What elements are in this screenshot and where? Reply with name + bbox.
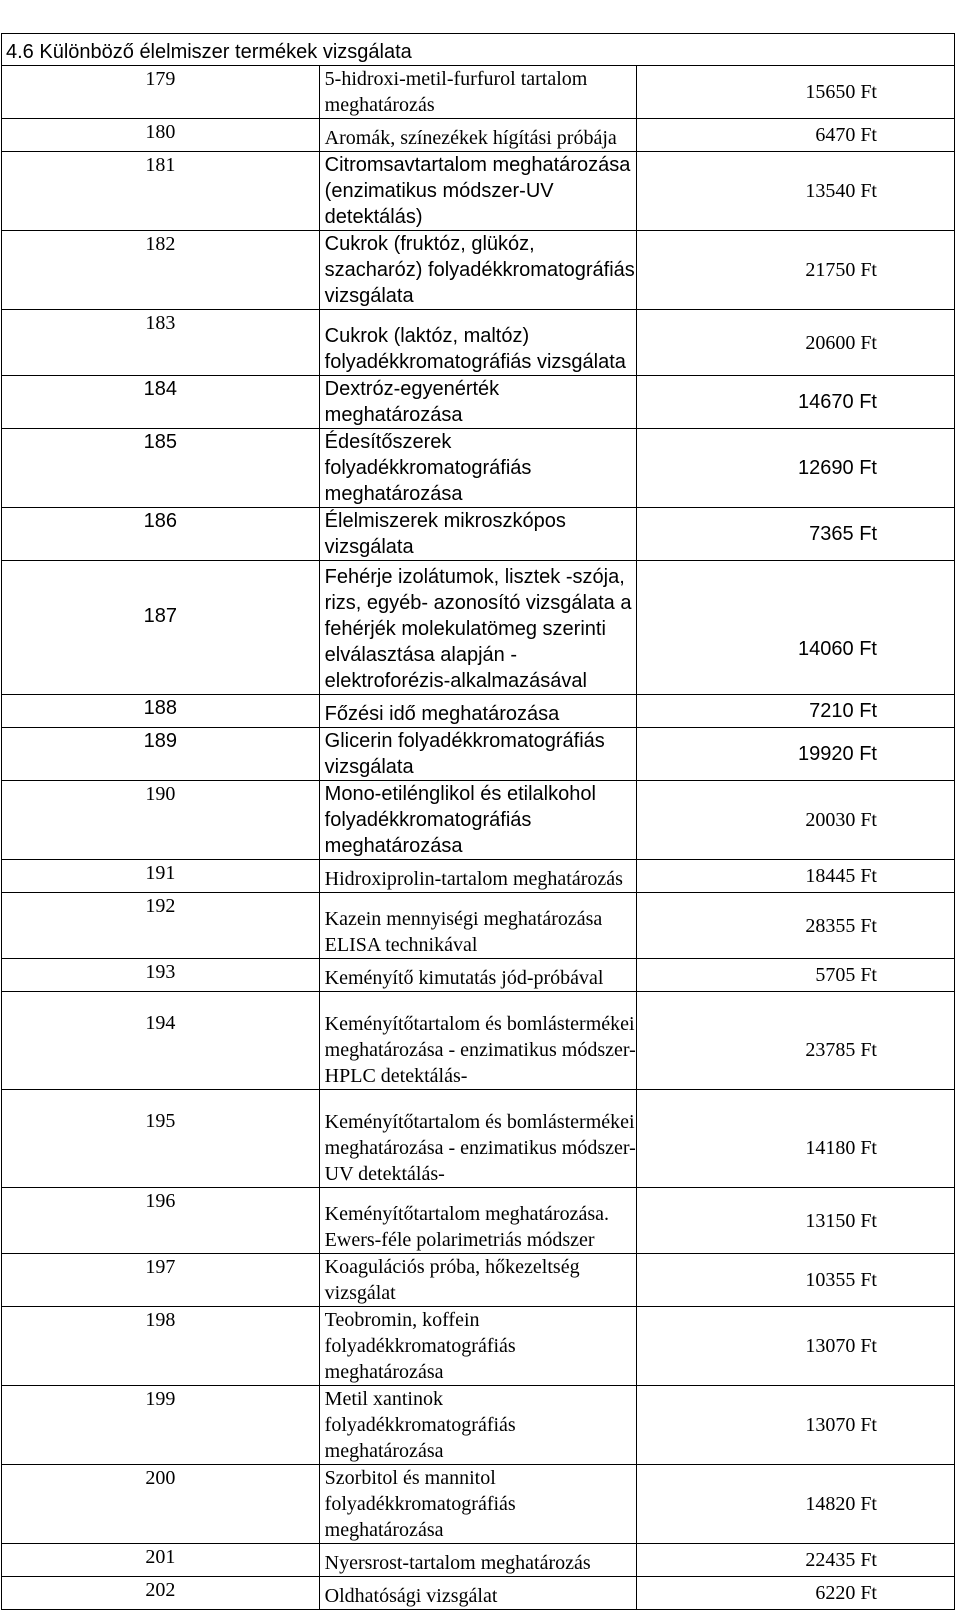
row-price: 14670 Ft (637, 376, 955, 429)
row-price: 13540 Ft (637, 152, 955, 231)
row-description: Édesítőszerek folyadékkromatográfiás meghatározása (319, 429, 637, 508)
row-price: 6220 Ft (637, 1577, 955, 1610)
row-description: Cukrok (fruktóz, glükóz, szacharóz) folyadékkromatográfiás vizsgálata (319, 231, 637, 310)
row-description: Főzési idő meghatározása (319, 695, 637, 728)
row-description: Glicerin folyadékkromatográfiás vizsgálata (319, 728, 637, 781)
row-number: 180 (2, 119, 320, 152)
row-number: 199 (2, 1386, 320, 1465)
row-price: 6470 Ft (637, 119, 955, 152)
row-price: 28355 Ft (637, 893, 955, 959)
row-description: Citromsavtartalom meghatározása (enzimatikus módszer-UV detektálás) (319, 152, 637, 231)
table-row (2, 959, 955, 992)
row-description: Keményítő kimutatás jód-próbával (319, 959, 637, 992)
row-description: Metil xantinok folyadékkromatográfiás meghatározása (319, 1386, 637, 1465)
row-description: Mono-etilénglikol és etilalkohol folyadékkromatográfiás meghatározása (319, 781, 637, 860)
row-description: Keményítőtartalom és bomlástermékei meghatározása - enzimatikus módszer-HPLC detektálás- (319, 992, 637, 1090)
row-number: 182 (2, 231, 320, 310)
row-description: Élelmiszerek mikroszkópos vizsgálata (319, 508, 637, 561)
row-price: 18445 Ft (637, 860, 955, 893)
table-row (2, 310, 955, 376)
row-description: Keményítőtartalom és bomlástermékei meghatározása - enzimatikus módszer-UV detektálás- (319, 1090, 637, 1188)
row-price: 19920 Ft (637, 728, 955, 781)
row-price: 21750 Ft (637, 231, 955, 310)
table-row (2, 1307, 955, 1386)
table-row (2, 66, 955, 119)
row-description: 5-hidroxi-metil-furfurol tartalom meghatározás (319, 66, 637, 119)
row-number: 192 (2, 893, 320, 959)
table-row (2, 119, 955, 152)
row-number: 194 (2, 992, 320, 1090)
table-row (2, 1577, 955, 1610)
row-price: 13070 Ft (637, 1307, 955, 1386)
row-number: 190 (2, 781, 320, 860)
row-description: Dextróz-egyenérték meghatározása (319, 376, 637, 429)
row-number: 197 (2, 1254, 320, 1307)
price-table-body (2, 34, 955, 1610)
row-price: 7365 Ft (637, 508, 955, 561)
table-row (2, 893, 955, 959)
table-row (2, 992, 955, 1090)
table-row (2, 695, 955, 728)
table-row (2, 728, 955, 781)
price-table (1, 33, 955, 1610)
row-price: 22435 Ft (637, 1544, 955, 1577)
row-price: 5705 Ft (637, 959, 955, 992)
row-price: 13150 Ft (637, 1188, 955, 1254)
row-number: 196 (2, 1188, 320, 1254)
table-row (2, 860, 955, 893)
section-title: 4.6 Különböző élelmiszer termékek vizsgálata (2, 34, 955, 66)
row-number: 187 (2, 561, 320, 695)
row-price: 15650 Ft (637, 66, 955, 119)
row-description: Fehérje izolátumok, lisztek -szója, rizs, egyéb- azonosító vizsgálata a fehérjék molekulatömeg szerinti elválasztása alapján -elektroforézis-alkalmazásával (319, 561, 637, 695)
table-row (2, 1090, 955, 1188)
row-number: 195 (2, 1090, 320, 1188)
row-description: Aromák, színezékek hígítási próbája (319, 119, 637, 152)
row-number: 189 (2, 728, 320, 781)
row-price: 20030 Ft (637, 781, 955, 860)
row-number: 201 (2, 1544, 320, 1577)
table-row (2, 1544, 955, 1577)
table-row (2, 1386, 955, 1465)
row-price: 23785 Ft (637, 992, 955, 1090)
row-number: 200 (2, 1465, 320, 1544)
row-price: 14180 Ft (637, 1090, 955, 1188)
row-price: 14820 Ft (637, 1465, 955, 1544)
row-description: Cukrok (laktóz, maltóz) folyadékkromatográfiás vizsgálata (319, 310, 637, 376)
row-description: Keményítőtartalom meghatározása. Ewers-féle polarimetriás módszer (319, 1188, 637, 1254)
section-header-row (2, 34, 955, 66)
table-row (2, 1465, 955, 1544)
row-price: 10355 Ft (637, 1254, 955, 1307)
row-number: 184 (2, 376, 320, 429)
table-row (2, 561, 955, 695)
table-row (2, 429, 955, 508)
row-description: Teobromin, koffein folyadékkromatográfiás meghatározása (319, 1307, 637, 1386)
row-description: Hidroxiprolin-tartalom meghatározás (319, 860, 637, 893)
row-price: 14060 Ft (637, 561, 955, 695)
table-row (2, 1188, 955, 1254)
row-price: 7210 Ft (637, 695, 955, 728)
row-number: 202 (2, 1577, 320, 1610)
row-price: 13070 Ft (637, 1386, 955, 1465)
row-number: 183 (2, 310, 320, 376)
row-number: 188 (2, 695, 320, 728)
table-row (2, 781, 955, 860)
row-number: 181 (2, 152, 320, 231)
row-number: 179 (2, 66, 320, 119)
row-number: 186 (2, 508, 320, 561)
row-description: Koagulációs próba, hőkezeltség vizsgálat (319, 1254, 637, 1307)
row-description: Kazein mennyiségi meghatározása ELISA technikával (319, 893, 637, 959)
table-row (2, 231, 955, 310)
table-row (2, 1254, 955, 1307)
table-row (2, 152, 955, 231)
row-price: 20600 Ft (637, 310, 955, 376)
row-description: Nyersrost-tartalom meghatározás (319, 1544, 637, 1577)
table-row (2, 376, 955, 429)
row-number: 191 (2, 860, 320, 893)
row-description: Oldhatósági vizsgálat (319, 1577, 637, 1610)
row-number: 185 (2, 429, 320, 508)
row-number: 198 (2, 1307, 320, 1386)
table-row (2, 508, 955, 561)
row-number: 193 (2, 959, 320, 992)
row-description: Szorbitol és mannitol folyadékkromatográfiás meghatározása (319, 1465, 637, 1544)
row-price: 12690 Ft (637, 429, 955, 508)
